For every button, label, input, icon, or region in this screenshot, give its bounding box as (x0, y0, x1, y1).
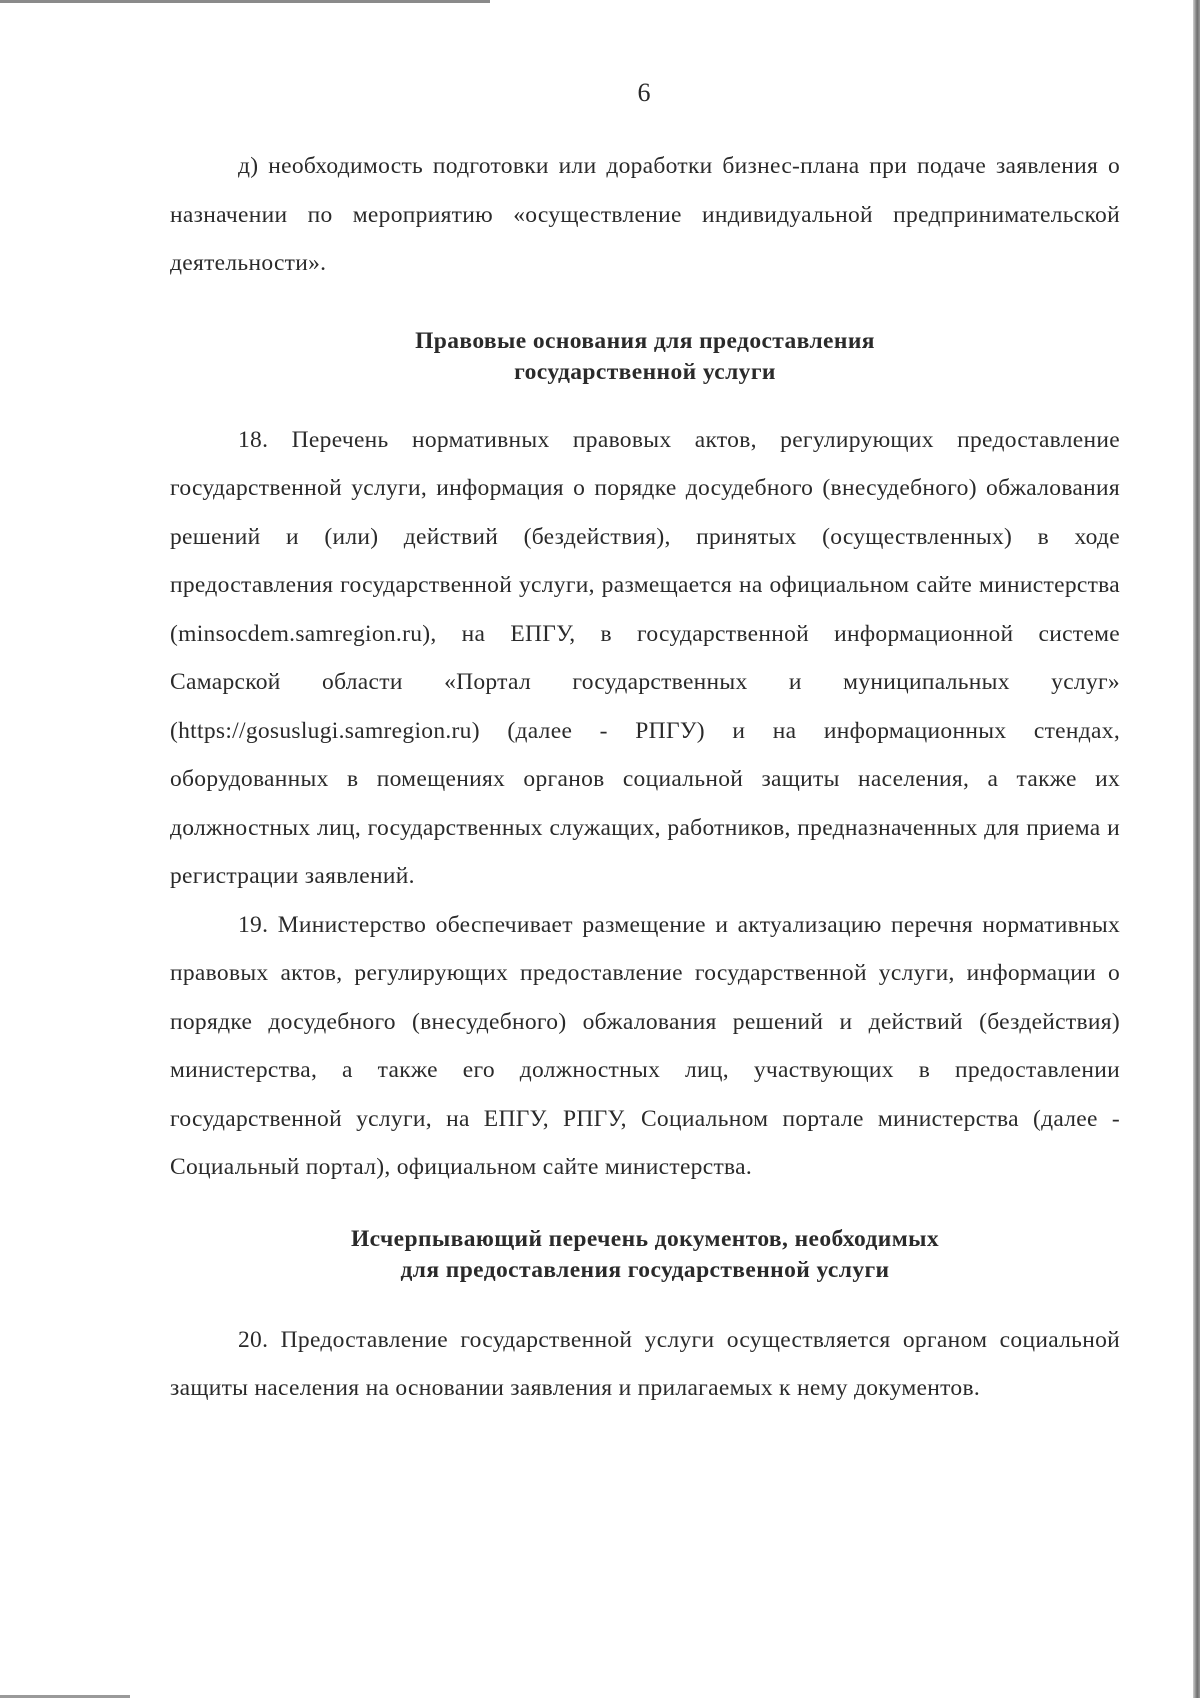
paragraph-item-d: д) необходимость подготовки или доработки бизнес-плана при подаче заявления о назначении по мероприятию «осуществление индивидуальной предпринимательской деятельности». (170, 153, 1120, 276)
scan-edge-right (1193, 0, 1200, 1698)
heading-legal-basis-line1: Правовые основания для предоставления (415, 327, 875, 354)
page-number: 6 (637, 78, 651, 107)
scan-edge-top (0, 0, 490, 3)
paragraph-18: 18. Перечень нормативных правовых актов, регулирующих предоставление государственной услуги, информация о порядке досудебного (внесудебного) обжалования решений и (или) действий (бездействия), принятых (осуществленных) в ходе предоставления государственной услуги, размещается на официальном сайте министерства (minsocdem.samregion.ru), на ЕПГУ, в государственной информационной системе Самарской области «Портал государственных и муниципальных услуг» (https://gosuslugi.samregion.ru) (далее - РПГУ) и на информационных стендах, оборудованных в помещениях органов социальной защиты населения, а также их должностных лиц, государственных служащих, работников, предназначенных для приема и регистрации заявлений. (170, 426, 1120, 889)
heading-documents-list-line1: Исчерпывающий перечень документов, необходимых (350, 1225, 940, 1252)
heading-legal-basis-line2: государственной услуги (514, 358, 776, 385)
spacer (170, 1192, 1120, 1224)
document-body (170, 142, 1120, 1413)
heading-documents-list-line2: для предоставления государственной услуги (400, 1256, 890, 1283)
paragraph-19: 19. Министерство обеспечивает размещение и актуализацию перечня нормативных правовых актов, регулирующих предоставление государственной услуги, информации о порядке досудебного (внесудебного) обжалования решений и действий (бездействия) министерства, а также его должностных лиц, участвующих в предоставлении государственной услуги, на ЕПГУ, РПГУ, Социальном портале министерства (далее - Социальный портал), официальном сайте министерства. (170, 911, 1120, 1180)
spacer (170, 1286, 1120, 1316)
spacer (170, 288, 1120, 326)
heading-documents-list (170, 1224, 1120, 1286)
heading-legal-basis (170, 326, 1120, 388)
paragraph-20: 20. Предоставление государственной услуги осуществляется органом социальной защиты населения на основании заявления и прилагаемых к нему документов. (170, 1326, 1120, 1401)
spacer (170, 388, 1120, 416)
